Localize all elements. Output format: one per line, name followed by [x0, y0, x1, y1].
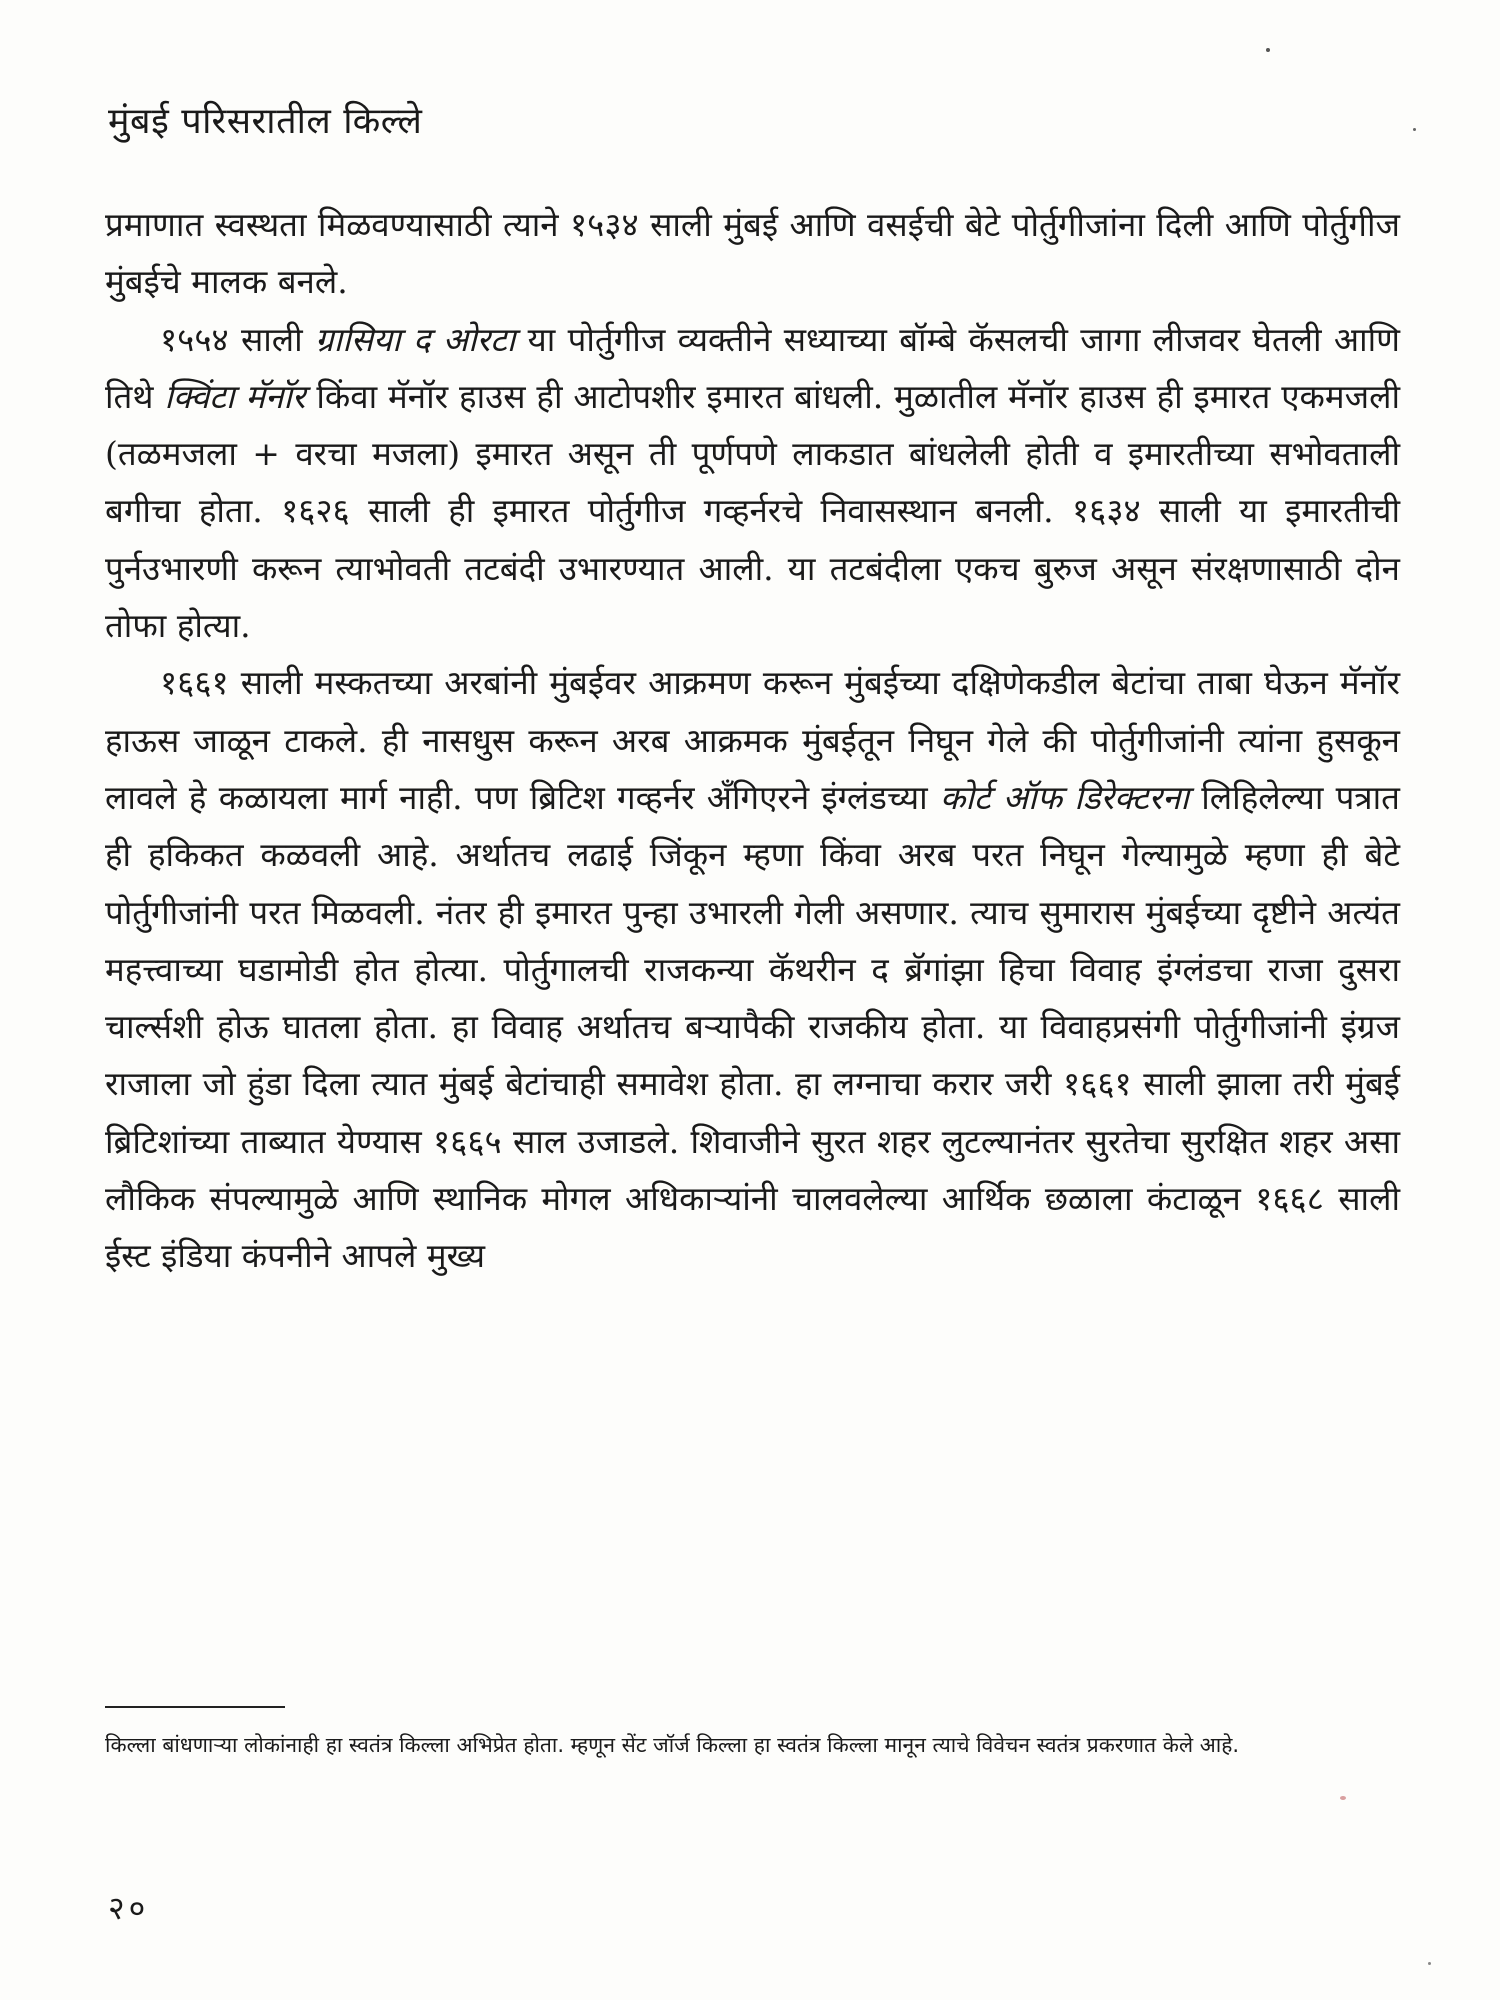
- person-name-italic: ग्रासिया द ओरटा: [315, 319, 516, 359]
- paragraph-2-text-a: १५५४ साली: [160, 319, 316, 359]
- footnote-text: किल्ला बांधणाऱ्या लोकांनाही हा स्वतंत्र किल्ला अभिप्रेत होता. म्हणून सेंट जॉर्ज किल्ला हा स्वतंत्र किल्ला मानून त्याचे विवेचन स्वतंत्र प्रकरणात केले आहे.: [105, 1733, 1240, 1757]
- footnote: [105, 1724, 1405, 1766]
- paragraph-2-text-c: किंवा मॅनॉर हाउस ही आटोपशीर इमारत बांधली. मुळातील मॅनॉर हाउस ही इमारत एकमजली (तळमजला + वरचा मजला) इमारत असून ती पूर्णपणे लाकडात बांधलेली होती व इमारतीच्या सभोवताली बगीचा होता. १६२६ साली ही इमारत पोर्तुगीज गव्हर्नरचे निवासस्थान बनली. १६३४ साली या इमारतीची पुर्नउभारणी करून त्याभोवती तटबंदी उभारण्यात आली. या तटबंदीला एकच बुरुज असून संरक्षणासाठी दोन तोफा होत्या.: [105, 376, 1400, 646]
- court-of-directors-italic: कोर्ट ऑफ डिरेक्टरना: [940, 777, 1189, 817]
- body-text: [105, 196, 1400, 1285]
- running-header-title: मुंबई परिसरातील किल्ले: [108, 101, 423, 142]
- building-name-italic: क्विंटा मॅनॉर: [164, 376, 306, 416]
- paragraph-1: प्रमाणात स्वस्थता मिळवण्यासाठी त्याने १५३४ साली मुंबई आणि वसईची बेटे पोर्तुगीजांना दिली आणि पोर्तुगीज मुंबईचे मालक बनले.: [105, 205, 1400, 302]
- paragraph-3: [105, 654, 1400, 1284]
- page-number: २०: [108, 1889, 150, 1927]
- paragraph-3-text-a: १६६१ साली मस्कतच्या अरबांनी मुंबईवर आक्रमण करून मुंबईच्या दक्षिणेकडील बेटांचा ताबा घेऊन मॅनॉर हाऊस जाळून टाकले. ही नासधुस करून अरब आक्रमक मुंबईतून निघून गेले की पोर्तुगीजांनी त्यांना हुसकून लावले हे कळायला मार्ग नाही. पण ब्रिटिश गव्हर्नर ॲंगिएरने इंग्लंडच्या: [105, 663, 1400, 817]
- paragraph-3-text-b: लिहिलेल्या पत्रात ही हकिकत कळवली आहे. अर्थातच लढाई जिंकून म्हणा किंवा अरब परत निघून गेल्यामुळे म्हणा ही बेटे पोर्तुगीजांनी परत मिळवली. नंतर ही इमारत पुन्हा उभारली गेली असणार. त्याच सुमारास मुंबईच्या दृष्टीने अत्यंत महत्त्वाच्या घडामोडी होत होत्या. पोर्तुगालची राजकन्या कॅथरीन द ब्रॅगांझा हिचा विवाह इंग्लंडचा राजा दुसरा चार्ल्सशी होऊ घातला होता. हा विवाह अर्थातच बऱ्यापैकी राजकीय होता. या विवाहप्रसंगी पोर्तुगीजांनी इंग्रज राजाला जो हुंडा दिला त्यात मुंबई बेटांचाही समावेश होता. हा लग्नाचा करार जरी १६६१ साली झाला तरी मुंबई ब्रिटिशांच्या ताब्यात येण्यास १६६५ साल उजाडले. शिवाजीने सुरत शहर लुटल्यानंतर सुरतेचा सुरक्षित शहर असा लौकिक संपल्यामुळे आणि स्थानिक मोगल अधिकाऱ्यांनी चालवलेल्या आर्थिक छळाला कंटाळून १६६८ साली ईस्ट इंडिया कंपनीने आपले मुख्य: [105, 777, 1400, 1276]
- scan-speck: [1340, 1796, 1346, 1800]
- paragraph-2: [105, 311, 1400, 655]
- scan-speck: [1413, 128, 1416, 131]
- footnote-separator-rule: [105, 1706, 285, 1708]
- scan-speck: [1428, 1962, 1431, 1965]
- paragraph-2-text-b: या पोर्तुगीज व्यक्तीने सध्याच्या बॉम्बे कॅसलची जागा लीजवर घेतली आणि तिथे: [105, 319, 1400, 416]
- scan-speck: [1266, 48, 1270, 52]
